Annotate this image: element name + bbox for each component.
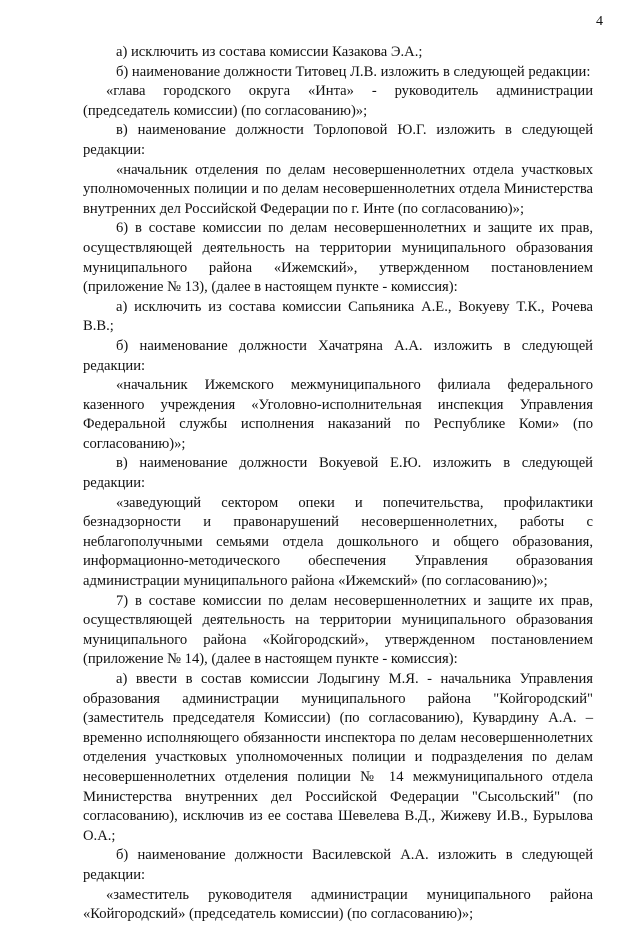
paragraph-torlopova-new-title: «начальник отделения по делам несовершеннолетних отдела участковых уполномоченных полиции и по делам несовершеннолетних отдела Министерства внутренних дел Российской Федерации по г. Инте (по согласованию)»; [83, 161, 593, 217]
paragraph-torlopova-position: в) наименование должности Торлоповой Ю.Г. изложить в следующей редакции: [83, 122, 593, 158]
paragraph-exclude-kazakov: а) исключить из состава комиссии Казакова Э.А.; [116, 44, 423, 60]
paragraph-titovets-new-title: «глава городского округа «Инта» - руководитель администрации (председатель комиссии) (по согласованию)»; [83, 83, 593, 119]
paragraph-vasilevskaya-position: б) наименование должности Василевской А.А. изложить в следующей редакции: [83, 847, 593, 883]
document-body [83, 43, 593, 925]
paragraph-titovets-position: б) наименование должности Титовец Л.В. изложить в следующей редакции: [116, 63, 591, 80]
paragraph-vokueva-new-title: «заведующий сектором опеки и попечительства, профилактики безнадзорности и правонарушений несовершеннолетних, работы с неблагополучными семьями отдела дошкольного и общего образования, информационно-методического обеспечения Управления образования администрации муниципального района «Ижемский» (по согласованию)»; [83, 494, 593, 590]
paragraph-item-7-koygorodsky: 7) в составе комиссии по делам несовершеннолетних и защите их прав, осуществляющей деятельность на территории муниципального образования муниципального района «Койгородский», утвержденном постановлением (приложение № 14), (далее в настоящем пункте - комиссия): [83, 592, 593, 668]
paragraph-exclude-sapyanik: а) исключить из состава комиссии Сапьяника А.Е., Вокуеву Т.К., Рочева В.В.; [83, 298, 593, 335]
paragraph-vasilevskaya-new-title: «заместитель руководителя администрации муниципального района «Койгородский» (председатель комиссии) (по согласованию)»; [83, 886, 593, 923]
paragraph-add-members: а) ввести в состав комиссии Лодыгину М.Я. - начальника Управления образования администрации муниципального района "Койгородский" (заместитель председателя Комиссии) (по согласованию), Кувардину А.А. – временно исполняющего обязанности инспектора по делам несовершеннолетних отделения участковых уполномоченных полиции и подразделения по делам несовершеннолетних отделения полиции № 14 межмуниципального отдела Министерства внутренних дел Российской Федерации "Сысольский" (по согласованию), исключив из ее состава Шевелева В.Д., Жижеву И.В., Бурылова О.А.; [83, 671, 593, 844]
paragraph-khachatryan-position: б) наименование должности Хачатряна А.А. изложить в следующей редакции: [83, 337, 593, 374]
paragraph-item-6-izhemsky: 6) в составе комиссии по делам несовершеннолетних и защите их прав, осуществляющей деятельность на территории муниципального образования муниципального района «Ижемский», утвержденном постановлением (приложение № 13), (далее в настоящем пункте - комиссия): [83, 220, 593, 296]
paragraph-vokueva-position: в) наименование должности Вокуевой Е.Ю. изложить в следующей редакции: [83, 455, 593, 492]
page-number: 4 [596, 14, 603, 29]
paragraph-khachatryan-new-title: «начальник Ижемского межмуниципального филиала федерального казенного учреждения «Уголовно-исполнительная инспекция Управления Федеральной службы исполнения наказаний по Республике Коми» (по согласованию)»; [83, 377, 593, 452]
